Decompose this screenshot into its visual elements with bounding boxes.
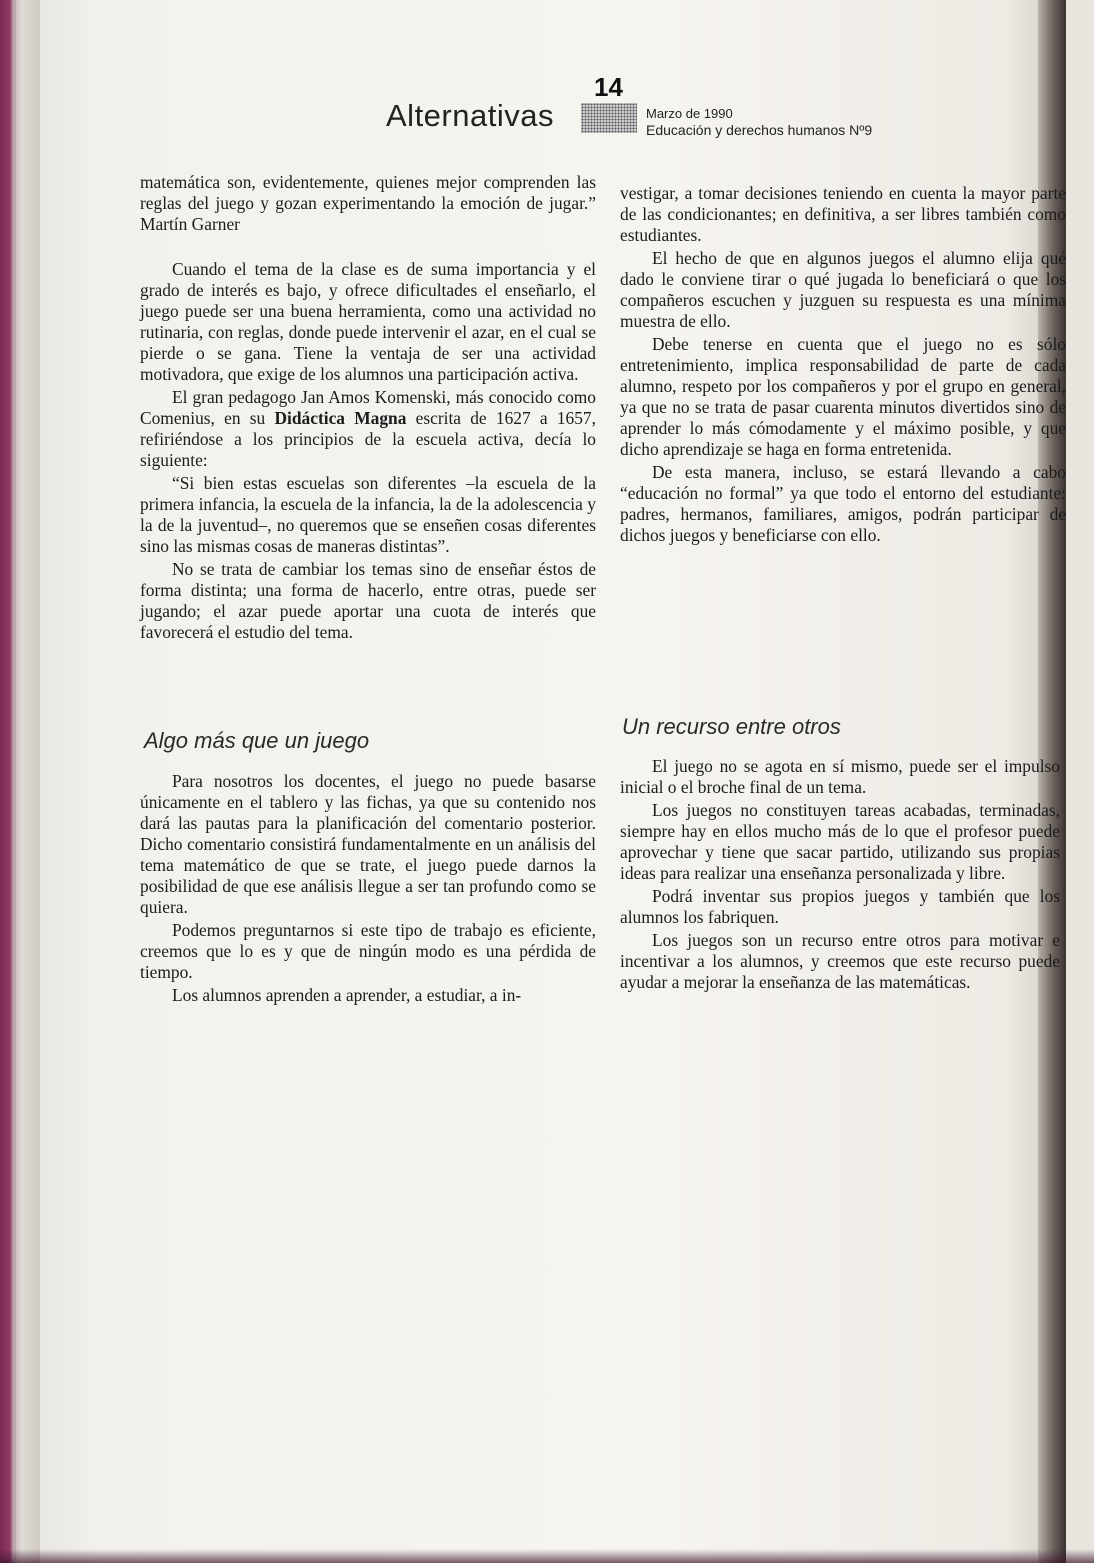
paragraph: Para nosotros los docentes, el juego no puede basarse únicamente en el tablero y las fichas, ya que su contenido nos dará las pautas para la planificación del comentario posterior. Dicho comentario consistirá fundamentalmente en un análisis del tema matemático de que se trate, el juego puede darnos la posibilidad de que ese análisis llegue a ser tan profundo como se quiera. (140, 771, 596, 917)
paragraph-text: escrita de 1627 a 1657, refiriéndose a los principios de la escuela activa, decía lo siguiente: (140, 408, 596, 470)
paragraph: Podrá inventar sus propios juegos y también que los alumnos los fabriquen. (620, 886, 1060, 927)
section-heading-algo-mas: Algo más que un juego (144, 728, 370, 753)
binding-edge (14, 0, 16, 1563)
book-title: Didáctica Magna (274, 408, 407, 428)
paragraph: Debe tenerse en cuenta que el juego no es sólo entretenimiento, implica responsabilidad de parte de cada alumno, respeto por los compañeros y por el grupo en general, ya que no se trata de pasar cuarenta minutos divertidos sino de aprender lo más cómodamente y el máximo posible, y que dicho aprendizaje se haga en forma entretenida. (620, 334, 1066, 459)
paragraph: Los juegos son un recurso entre otros para motivar e incentivar a los alumnos, y creemos que este recurso puede ayudar a mejorar la enseñanza de las matemáticas. (620, 930, 1060, 992)
page-bottom-shadow (0, 1549, 1094, 1563)
paragraph: vestigar, a tomar decisiones teniendo en cuenta la mayor parte de las condicionantes; en definitiva, a ser libres también como estudiantes. (620, 183, 1066, 245)
paragraph: No se trata de cambiar los temas sino de enseñar éstos de forma distinta; una forma de hacerlo, entre otras, puede ser jugando; el azar puede aportar una cuota de interés que favorecerá el estudio del tema. (140, 559, 596, 642)
issue-label: Educación y derechos humanos Nº9 (646, 122, 873, 138)
page-number: 14 (594, 72, 623, 102)
right-column-top (620, 183, 1066, 546)
paragraph: matemática son, evidentemente, quienes mejor comprenden las reglas del juego y gozan experimentando la emoción de jugar.” Martín Garner (140, 172, 596, 234)
paragraph: Cuando el tema de la clase es de suma importancia y el grado de interés es bajo, y ofrece dificultades el enseñarlo, el juego puede ser una buena herramienta, como una actividad no rutinaria, con reglas, donde puede intervenir el azar, en el cual se pierde o se gana. Tiene la ventaja de ser una actividad motivadora, que exige de los alumnos una participación activa. (140, 259, 596, 384)
quote-paragraph: “Si bien estas escuelas son diferentes –la escuela de la primera infancia, la escuela de la infancia, la de la adolescencia y la de la juventud–, no queremos que se enseñen cosas diferentes sino las mismas cosas de maneras distintas”. (140, 473, 596, 556)
section-heading-un-recurso: Un recurso entre otros (622, 714, 841, 739)
paragraph: Los alumnos aprenden a aprender, a estudiar, a in- (172, 985, 522, 1005)
binding-spine (0, 0, 40, 1563)
paragraph: El hecho de que en algunos juegos el alumno elija qué dado le conviene tirar o qué jugada lo beneficiará o que los compañeros escuchen y juzguen su respuesta es una mínima muestra de ello. (620, 248, 1066, 331)
paragraph: Los juegos no constituyen tareas acabadas, terminadas, siempre hay en ellos mucho más de lo que el profesor puede aprovechar y tiene que sacar partido, utilizando sus propias ideas para realizar una enseñanza personalizada y libre. (620, 800, 1060, 883)
paragraph-text: El gran pedagogo Jan Amos Komenski, más conocido como Comenius, en su (140, 387, 596, 428)
left-column-top (140, 172, 596, 643)
issue-date: Marzo de 1990 (646, 106, 733, 121)
magazine-title: Alternativas (386, 98, 554, 133)
header-dot-pattern (581, 103, 637, 133)
left-column-bottom (140, 771, 596, 1006)
paragraph-comenius (140, 387, 596, 471)
paragraph: El juego no se agota en sí mismo, puede ser el impulso inicial o el broche final de un tema. (620, 756, 1060, 797)
right-column-bottom (620, 756, 1060, 993)
paragraph: Podemos preguntarnos si este tipo de trabajo es eficiente, creemos que lo es y que de ningún modo es una pérdida de tiempo. (140, 920, 596, 982)
paragraph: De esta manera, incluso, se estará llevando a cabo “educación no formal” ya que todo el entorno del estudiante: padres, hermanos, familiares, amigos, podrán participar de dichos juegos y beneficiarse con ello. (620, 462, 1066, 545)
